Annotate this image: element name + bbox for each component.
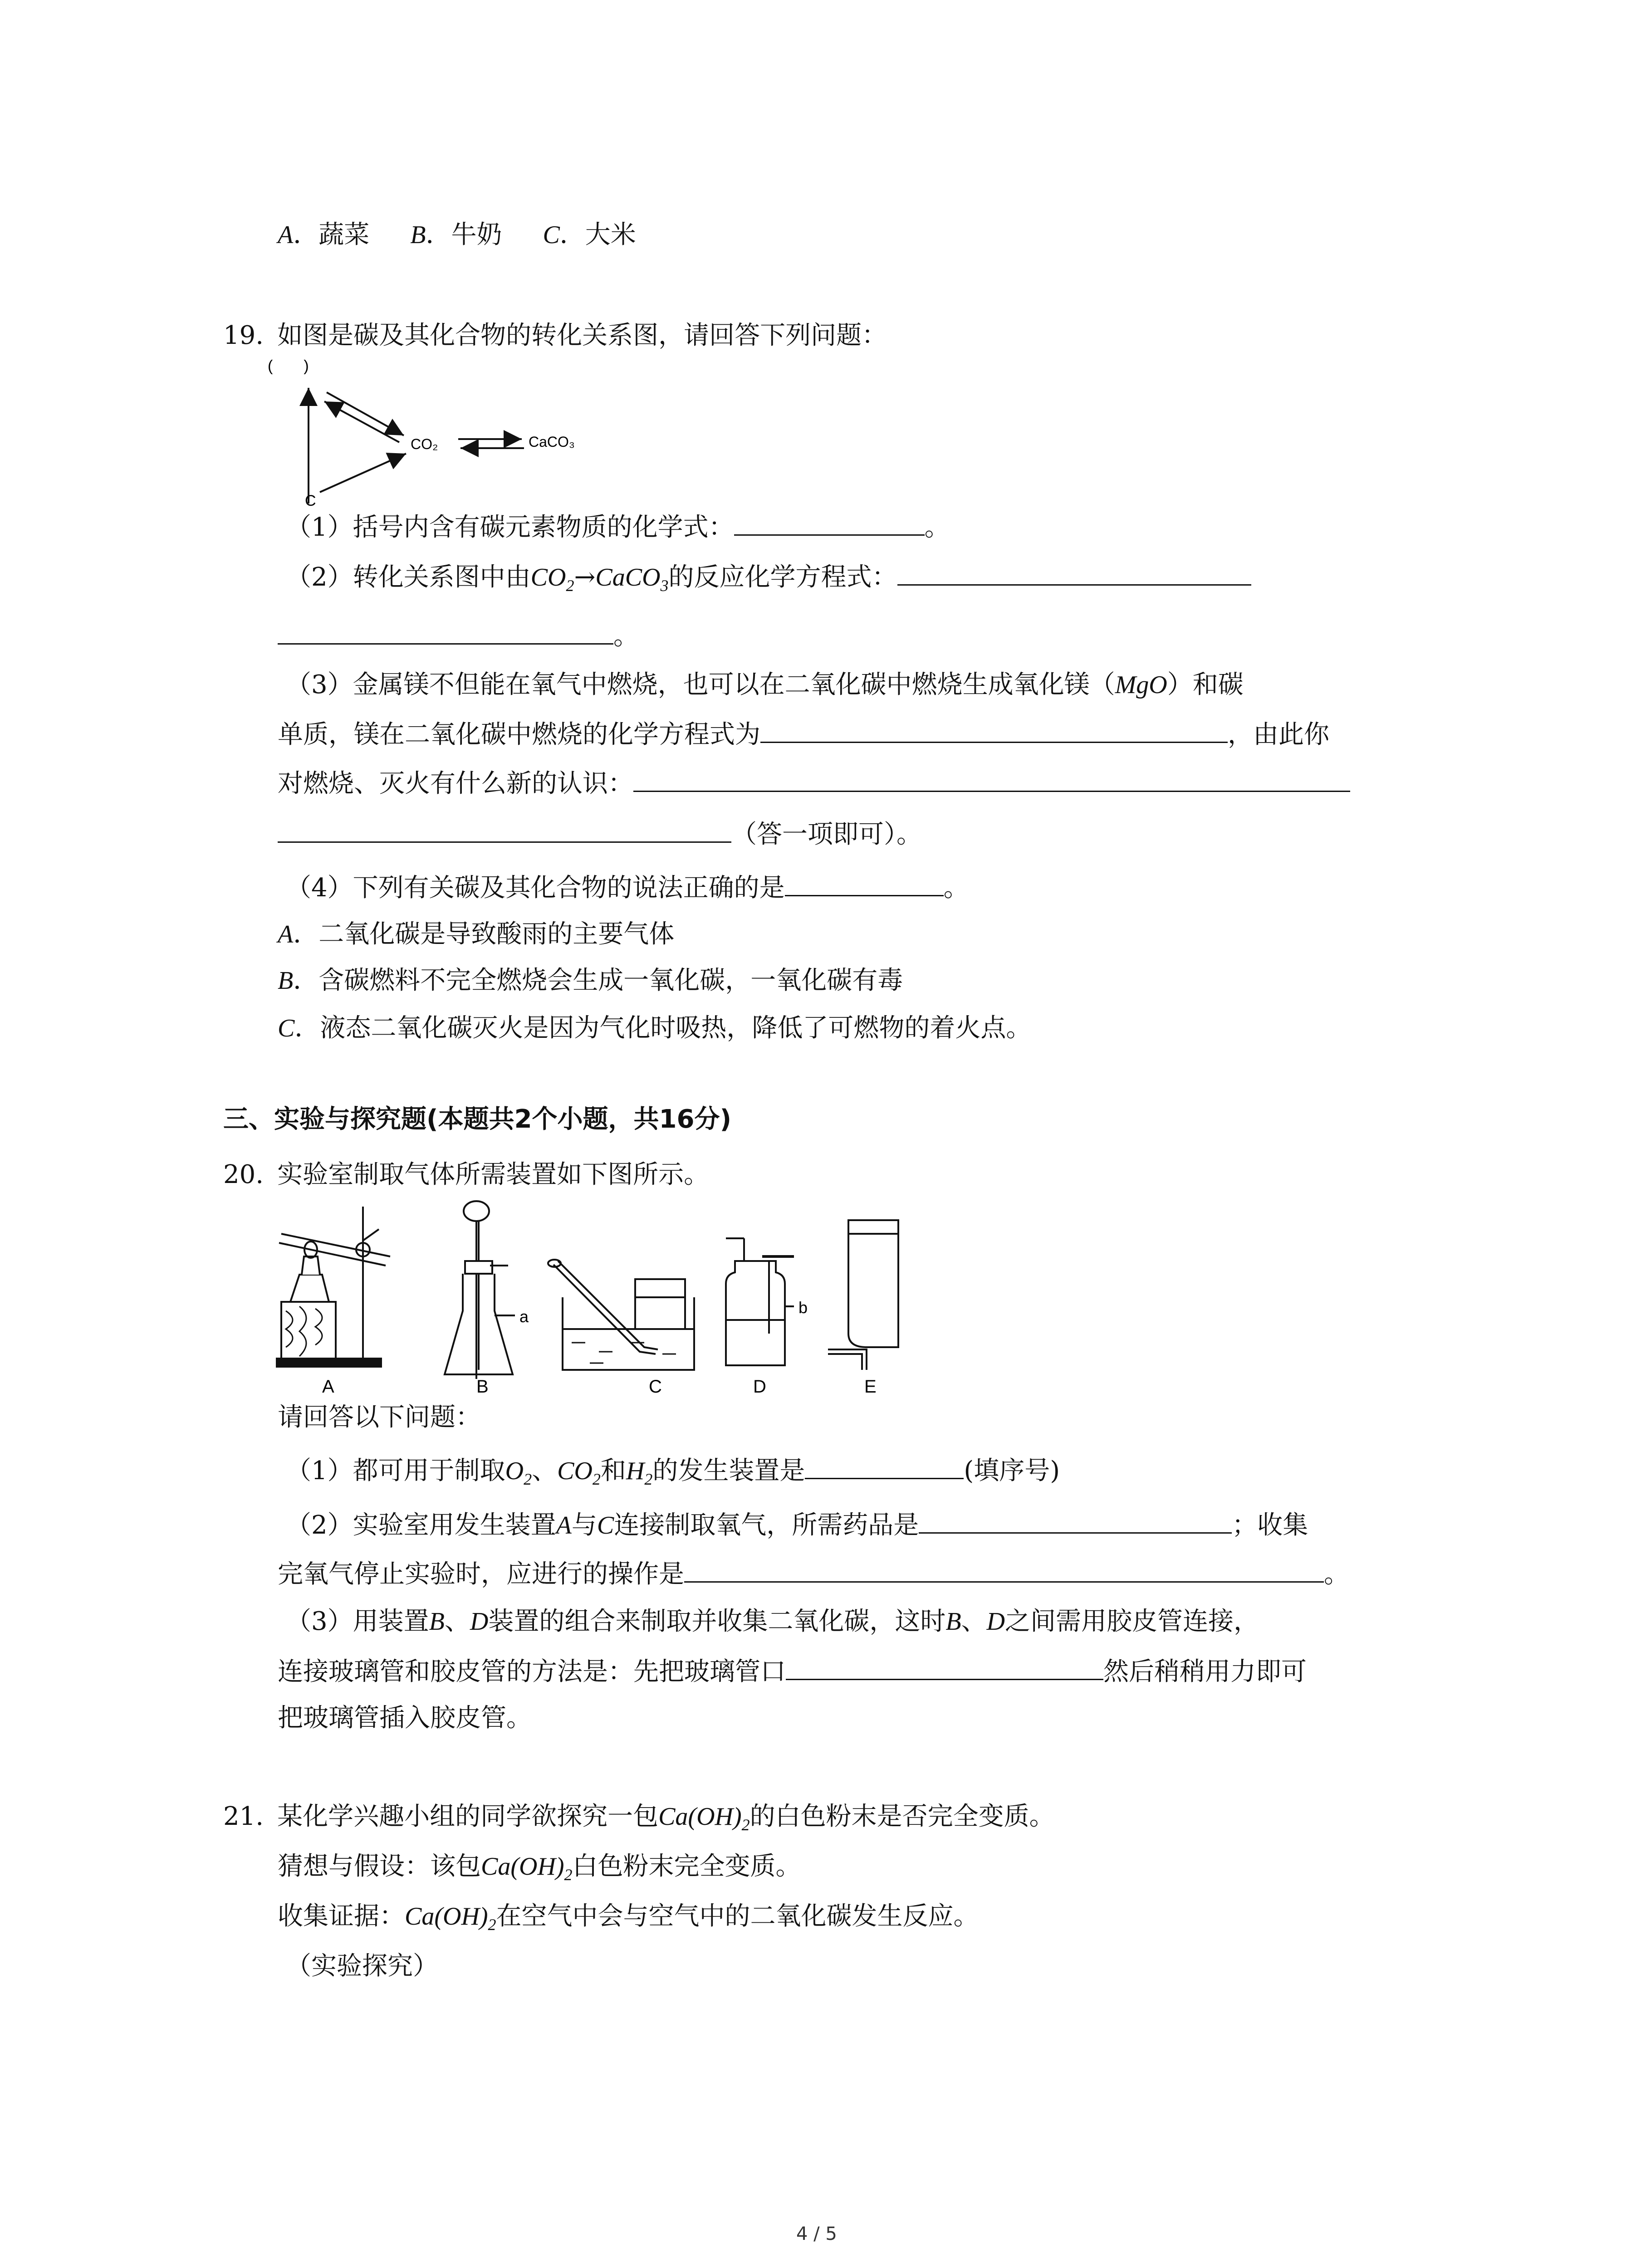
q19-opt-c (278, 1010, 1031, 1046)
label-A: A (322, 1377, 334, 1397)
q20-p1-h2: H (626, 1457, 645, 1485)
q20-p2-text-2a: 完氧气停止实验时，应进行的操作是 (278, 1559, 684, 1589)
q20-p2-blank-1[interactable] (919, 1506, 1232, 1534)
q20-p3-text-2a: 连接玻璃管和胶皮管的方法是：先把玻璃管口 (278, 1657, 786, 1686)
q18-opt-a: ．蔬菜 (293, 220, 370, 249)
q20-p1-o2: O (505, 1457, 524, 1485)
q20-p1 (286, 1452, 1060, 1497)
q19-p3-line2 (278, 715, 1329, 753)
q19-stem-text: 如图是碳及其化合物的转化关系图，请回答下列问题： (277, 321, 887, 350)
q19-opt-a (278, 916, 674, 953)
q19-p2-blank-2[interactable] (278, 617, 613, 645)
q21-guess-ca: Ca (481, 1853, 511, 1881)
label-a: a (519, 1307, 529, 1326)
q21-evidence-oh: (OH) (434, 1902, 488, 1931)
apparatus-e (828, 1220, 898, 1370)
q20-p3-D: D (470, 1608, 489, 1636)
q20-p2-blank-2[interactable] (684, 1555, 1324, 1583)
q19-opt-b (278, 963, 903, 999)
q19-p3-mgo: MgO (1115, 671, 1167, 699)
q19-p1-text: （1）括号内含有碳元素物质的化学式： (286, 513, 734, 542)
diagram-co2: CO₂ (411, 436, 438, 452)
apparatus-c (548, 1260, 694, 1370)
q19-p2-end: 。 (613, 621, 639, 651)
q20-p3-line2 (278, 1652, 1307, 1690)
q21-number: 21. (223, 1802, 264, 1831)
q20-p3-text-2b: 然后稍稍用力即可 (1103, 1657, 1307, 1686)
q19-p3-blank-3[interactable] (278, 815, 731, 843)
q21-evidence-sub2: 2 (488, 1916, 496, 1934)
q20-p3-D2: D (986, 1608, 1005, 1636)
section3-title: 三、实验与探究题(本题共2个小题，共16分) (223, 1105, 732, 1134)
label-E: E (864, 1377, 877, 1397)
apparatus-b (445, 1201, 515, 1379)
q20-p1-text-c: (填序号) (964, 1456, 1060, 1486)
q19-p3-text-2b: ，由此你 (1228, 720, 1329, 749)
q19-p2 (286, 558, 1251, 604)
q20-p2-text-1b: 与 (571, 1510, 597, 1540)
q21-sub2: 2 (741, 1816, 750, 1834)
q21-guess (278, 1848, 801, 1893)
label-D: D (753, 1377, 766, 1397)
q18-opt-a-letter: A (278, 221, 294, 249)
lab-apparatus-figure (272, 1198, 926, 1397)
q19-opt-a-letter: A (278, 920, 294, 948)
q19-p2-co2: CO (530, 563, 566, 591)
q20-p1-text-b: 的发生装置是 (652, 1456, 805, 1486)
carbon-conversion-diagram (268, 358, 612, 508)
q19-p2-caco3-sub: 3 (660, 577, 669, 595)
diagram-bracket: ( ) (268, 358, 309, 375)
q21-evidence (278, 1898, 979, 1943)
diagram-c: C (305, 492, 316, 508)
q19-p2-text-a: （2）转化关系图中由 (286, 562, 531, 592)
q19-p3-line1 (286, 667, 1244, 703)
apparatus-a (277, 1207, 390, 1367)
q19-p3-text-4: （答一项即可）。 (731, 820, 922, 849)
q21-guess-a: 猜想与假设：该包 (278, 1852, 481, 1881)
q20-p3-text-1c: 装置的组合来制取并收集二氧化碳，这时 (488, 1607, 946, 1636)
q21-explore: （实验探究） (286, 1951, 438, 1981)
q19-p1-blank[interactable] (734, 508, 925, 536)
q19-p3-blank-2[interactable] (633, 764, 1350, 792)
q20-p3-blank[interactable] (786, 1652, 1103, 1680)
q19-opt-b-letter: B (278, 967, 294, 995)
q20-p2-line1 (286, 1506, 1308, 1544)
q19-p2-co2-sub: 2 (566, 577, 574, 595)
q19-stem (223, 318, 887, 354)
q20-p2-C: C (597, 1511, 614, 1540)
q21-evidence-b: 在空气中会与空气中的二氧化碳发生反应。 (496, 1901, 979, 1931)
q19-p3-line4 (278, 815, 922, 853)
q19-p3-text-3: 对燃烧、灭火有什么新的认识： (278, 769, 633, 798)
q20-p1-sep: 、 (532, 1456, 558, 1486)
q18-opt-b: ．牛奶 (426, 220, 502, 249)
q21-guess-oh: (OH) (510, 1853, 564, 1881)
q19-p2-caco3: CaCO (595, 563, 661, 591)
q19-p4 (286, 869, 969, 906)
q20-p1-o2-sub: 2 (524, 1470, 532, 1489)
q18-opt-c: ．大米 (559, 220, 636, 249)
q20-p2-A: A (556, 1511, 572, 1540)
q20-p3-text-1d: 、 (961, 1607, 987, 1636)
q19-p3-blank-1[interactable] (760, 715, 1228, 743)
q19-p1-end: 。 (924, 513, 950, 542)
q19-p4-end: 。 (943, 873, 969, 903)
q20-p3-B: B (429, 1608, 445, 1636)
q20-p2-text-1d: ；收集 (1232, 1510, 1308, 1540)
diagram-caco3: CaCO₃ (529, 434, 575, 450)
label-B: B (476, 1377, 489, 1397)
q21-guess-sub2: 2 (564, 1866, 573, 1884)
q20-p1-h2-sub: 2 (644, 1470, 653, 1489)
q21-stem (223, 1799, 1055, 1843)
q20-p2-line2 (278, 1555, 1349, 1593)
q20-p1-and: 和 (600, 1456, 626, 1486)
q20-p2-text-1a: （2）实验室用发生装置 (286, 1510, 556, 1540)
q20-stem-text: 实验室制取气体所需装置如下图所示。 (277, 1160, 710, 1189)
q20-p3-line3: 把玻璃管插入胶皮管。 (278, 1703, 532, 1733)
q20-p2-text-1c: 连接制取氧气，所需药品是 (614, 1510, 919, 1540)
q19-p2-blank-1[interactable] (897, 558, 1251, 586)
q21-ca: Ca (658, 1803, 688, 1831)
q20-p3-B2: B (945, 1608, 961, 1636)
apparatus-d (726, 1238, 794, 1365)
q18-opt-b-letter: B (410, 221, 426, 249)
q20-stem (223, 1157, 709, 1193)
q19-p4-blank[interactable] (785, 869, 944, 896)
q20-number: 20. (223, 1160, 264, 1189)
q20-p2-end: 。 (1324, 1559, 1349, 1589)
q19-p1 (286, 508, 950, 546)
q19-p3-text-1a: （3）金属镁不但能在氧气中燃烧，也可以在二氧化碳中燃烧生成氧化镁（ (286, 670, 1115, 699)
q19-opt-b-text: ．含碳燃料不完全燃烧会生成一氧化碳，一氧化碳有毒 (293, 966, 903, 995)
q21-evidence-ca: Ca (405, 1902, 435, 1931)
q20-p1-co2: CO (557, 1457, 593, 1485)
q19-p2-cont (278, 617, 639, 655)
q19-p3-line3 (278, 764, 1350, 802)
q19-p2-text-b: 的反应化学方程式： (668, 562, 897, 592)
q19-p3-text-2a: 单质，镁在二氧化碳中燃烧的化学方程式为 (278, 720, 760, 749)
q18-options (278, 217, 636, 253)
q19-opt-c-text: ．液态二氧化碳灭火是因为气化时吸热，降低了可燃物的着火点。 (294, 1013, 1032, 1043)
q21-stem-a: 某化学兴趣小组的同学欲探究一包 (277, 1802, 659, 1831)
q20-intro: 请回答以下问题： (278, 1403, 481, 1432)
q19-p2-arrow: → (574, 562, 596, 592)
q20-p1-blank[interactable] (805, 1452, 964, 1479)
q20-p3-text-1b: 、 (444, 1607, 470, 1636)
q20-p1-co2-sub: 2 (592, 1470, 601, 1489)
q20-p3-line1 (286, 1603, 1259, 1640)
page-number: 4 / 5 (796, 2224, 837, 2244)
q19-p4-text: （4）下列有关碳及其化合物的说法正确的是 (286, 873, 785, 903)
label-C: C (649, 1377, 662, 1397)
q18-opt-c-letter: C (543, 221, 560, 249)
q21-guess-b: 白色粉末完全变质。 (572, 1852, 801, 1881)
q20-p3-text-1a: （3）用装置 (286, 1607, 429, 1636)
q19-opt-c-letter: C (278, 1014, 295, 1042)
q19-p3-text-1b: ）和碳 (1167, 670, 1244, 699)
label-b: b (798, 1298, 808, 1317)
q19-opt-a-text: ．二氧化碳是导致酸雨的主要气体 (293, 919, 675, 949)
q20-p3-text-1e: 之间需用胶皮管连接， (1004, 1607, 1259, 1636)
q21-stem-b: 的白色粉末是否完全变质。 (749, 1802, 1055, 1831)
q21-evidence-a: 收集证据： (278, 1901, 405, 1931)
q21-oh: (OH) (688, 1803, 742, 1831)
q19-number: 19. (223, 321, 264, 350)
q20-p1-text-a: （1）都可用于制取 (286, 1456, 505, 1486)
